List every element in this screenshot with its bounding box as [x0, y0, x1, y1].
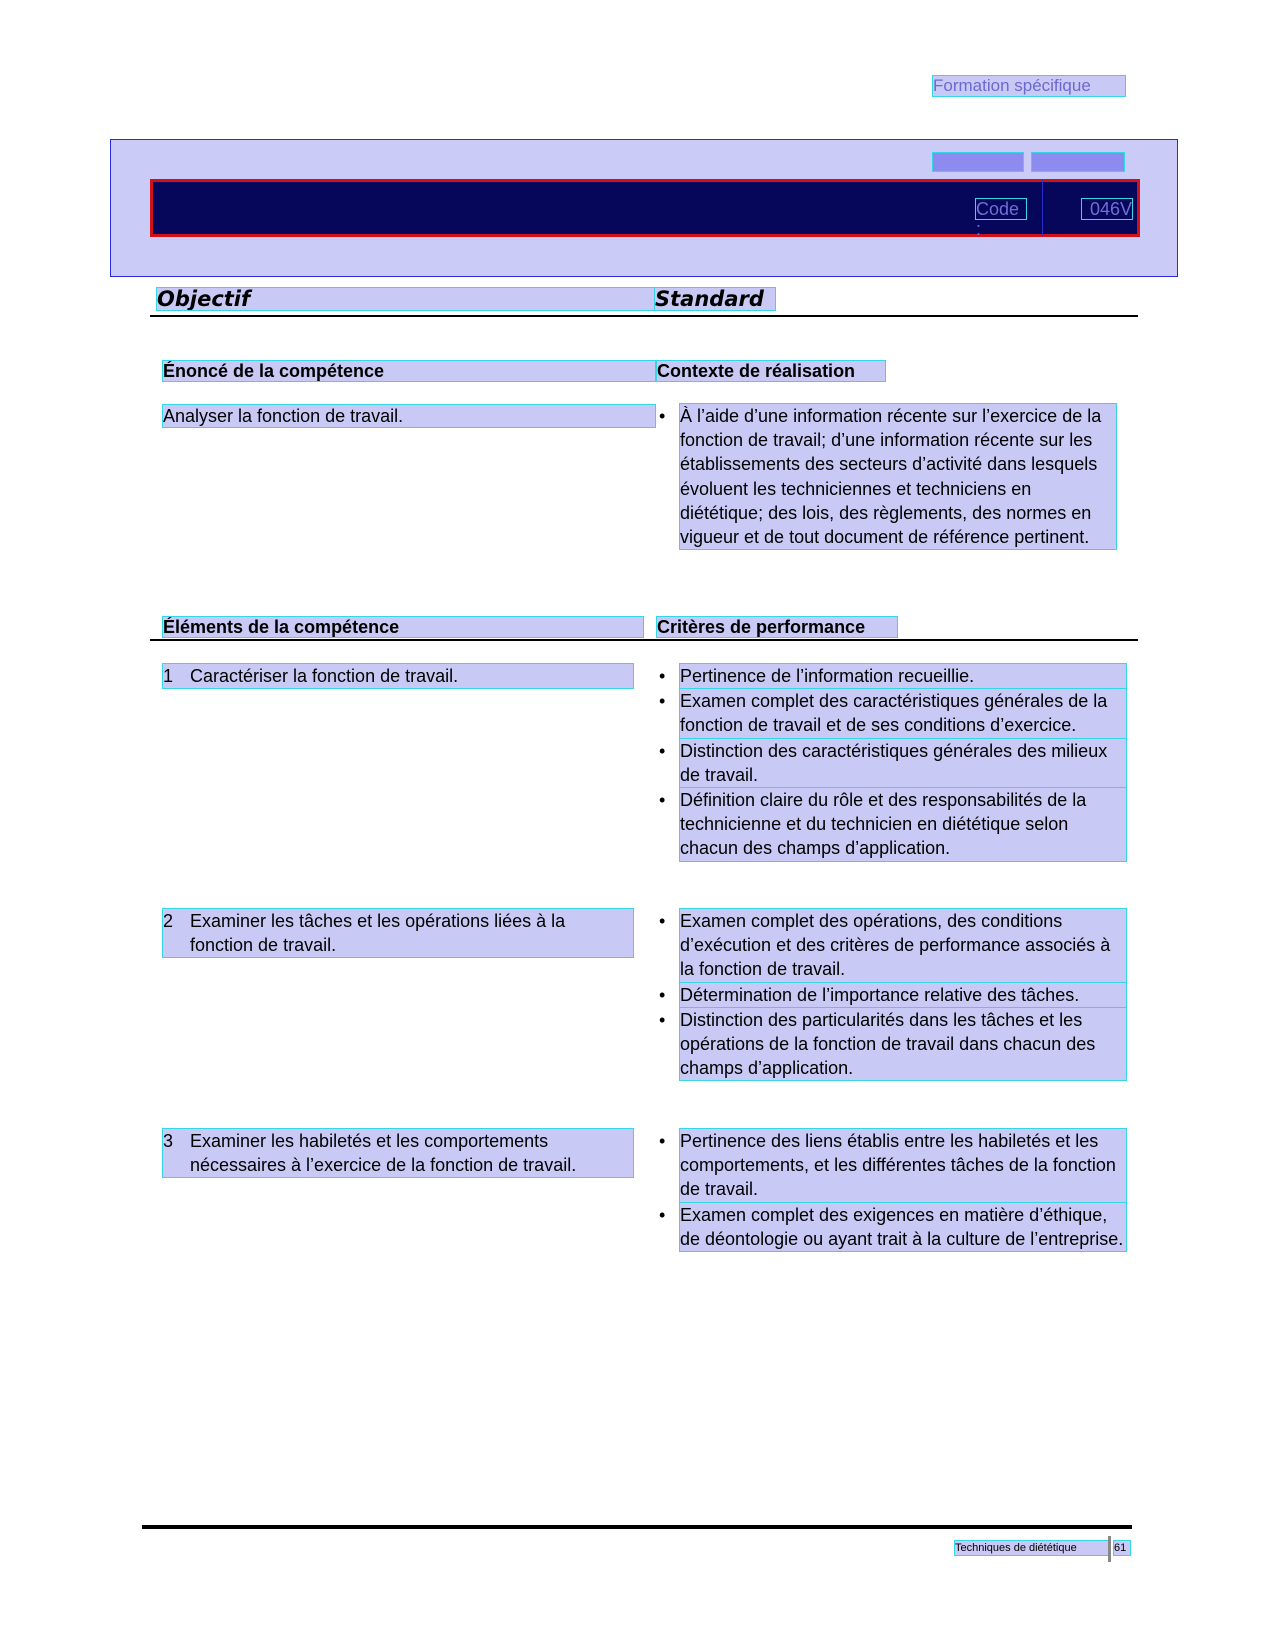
bullet-icon: • [659, 1009, 666, 1030]
bullet-icon: • [659, 984, 666, 1005]
criterion-item [656, 664, 1126, 688]
criterion-item [656, 788, 1126, 861]
element-item-3 [163, 1129, 633, 1177]
criterion-text: Distinction des particularités dans les tâches et les opérations de la fonction de travail dans chacun des champs d’application. [680, 1008, 1126, 1081]
criterion-text: Pertinence des liens établis entre les habiletés et les comportements, et les différentes tâches de la fonction de travail. [680, 1129, 1126, 1202]
criterion-text: Examen complet des opérations, des conditions d’exécution et des critères de performance associés à la fonction de travail. [680, 909, 1126, 982]
footer-program-name: Techniques de diététique [955, 1541, 1110, 1555]
criterion-text: Détermination de l’importance relative des tâches. [680, 983, 1126, 1007]
bullet-icon: • [659, 691, 666, 712]
contexte-item [656, 404, 1116, 549]
criterion-text: Définition claire du rôle et des responsabilités de la technicienne et du technicien en diététique selon chacun des champs d’application. [680, 788, 1126, 861]
element-item-1 [163, 664, 633, 688]
title-mini-bar-right [1032, 153, 1124, 171]
criteres-heading: Critères de performance [657, 617, 897, 637]
criteria-list-1 [656, 664, 1126, 862]
criteria-list-3 [656, 1129, 1126, 1252]
element-text: Caractériser la fonction de travail. [163, 664, 633, 688]
bullet-icon: • [659, 666, 666, 686]
title-mini-bar-left [933, 153, 1023, 171]
footer-page-number: 61 [1114, 1541, 1130, 1555]
bullet-icon: • [659, 740, 666, 761]
criterion-item [656, 689, 1126, 737]
criterion-item [656, 739, 1126, 787]
objectif-column-title: Objectif [157, 288, 655, 310]
criterion-item [656, 1129, 1126, 1202]
bullet-icon: • [659, 911, 666, 931]
contexte-heading: Contexte de réalisation [657, 361, 885, 381]
header-rule [150, 315, 1138, 317]
footer-rule [142, 1525, 1132, 1529]
contexte-list [656, 404, 1116, 549]
criterion-item [656, 1008, 1126, 1081]
enonce-heading: Énoncé de la compétence [163, 361, 655, 381]
code-label: Code : [976, 199, 1026, 219]
element-number: 2 [163, 911, 174, 931]
contexte-item-text: À l’aide d’une information récente sur l’exercice de la fonction de travail; d’une information récente sur les établissements des secteurs d’activité dans lesquels évoluent les techniciennes et techniciens en diététique; des lois, des règlements, des normes en vigueur et de tout document de référence pertinent. [680, 404, 1116, 549]
element-text: Examiner les habiletés et les comportements nécessaires à l’exercice de la fonction de travail. [163, 1129, 633, 1177]
bullet-icon: • [659, 1204, 666, 1225]
elements-heading: Éléments de la compétence [163, 617, 643, 637]
criterion-item [656, 909, 1126, 982]
code-divider [1042, 180, 1043, 236]
criterion-text: Distinction des caractéristiques générales des milieux de travail. [680, 739, 1126, 787]
criterion-text: Examen complet des caractéristiques générales de la fonction de travail et de ses conditions d’exercice. [680, 689, 1126, 737]
element-number: 1 [163, 666, 174, 686]
code-value: 046V [1082, 199, 1132, 219]
criterion-text: Examen complet des exigences en matière d’éthique, de déontologie ou ayant trait à la culture de l’entreprise. [680, 1203, 1126, 1251]
element-number: 3 [163, 1131, 174, 1151]
bullet-icon: • [659, 406, 666, 426]
header-section-label: Formation spécifique [933, 76, 1125, 96]
criterion-text: Pertinence de l’information recueillie. [680, 664, 1126, 688]
footer-separator [1108, 1536, 1111, 1562]
elements-rule [150, 639, 1138, 641]
criteria-list-2 [656, 909, 1126, 1081]
element-text: Examiner les tâches et les opérations liées à la fonction de travail. [163, 909, 633, 957]
criterion-item [656, 1203, 1126, 1251]
bullet-icon: • [659, 790, 666, 811]
criterion-item [656, 983, 1126, 1007]
bullet-icon: • [659, 1131, 666, 1151]
standard-column-title: Standard [655, 288, 775, 310]
enonce-text: Analyser la fonction de travail. [163, 405, 655, 427]
element-item-2 [163, 909, 633, 957]
